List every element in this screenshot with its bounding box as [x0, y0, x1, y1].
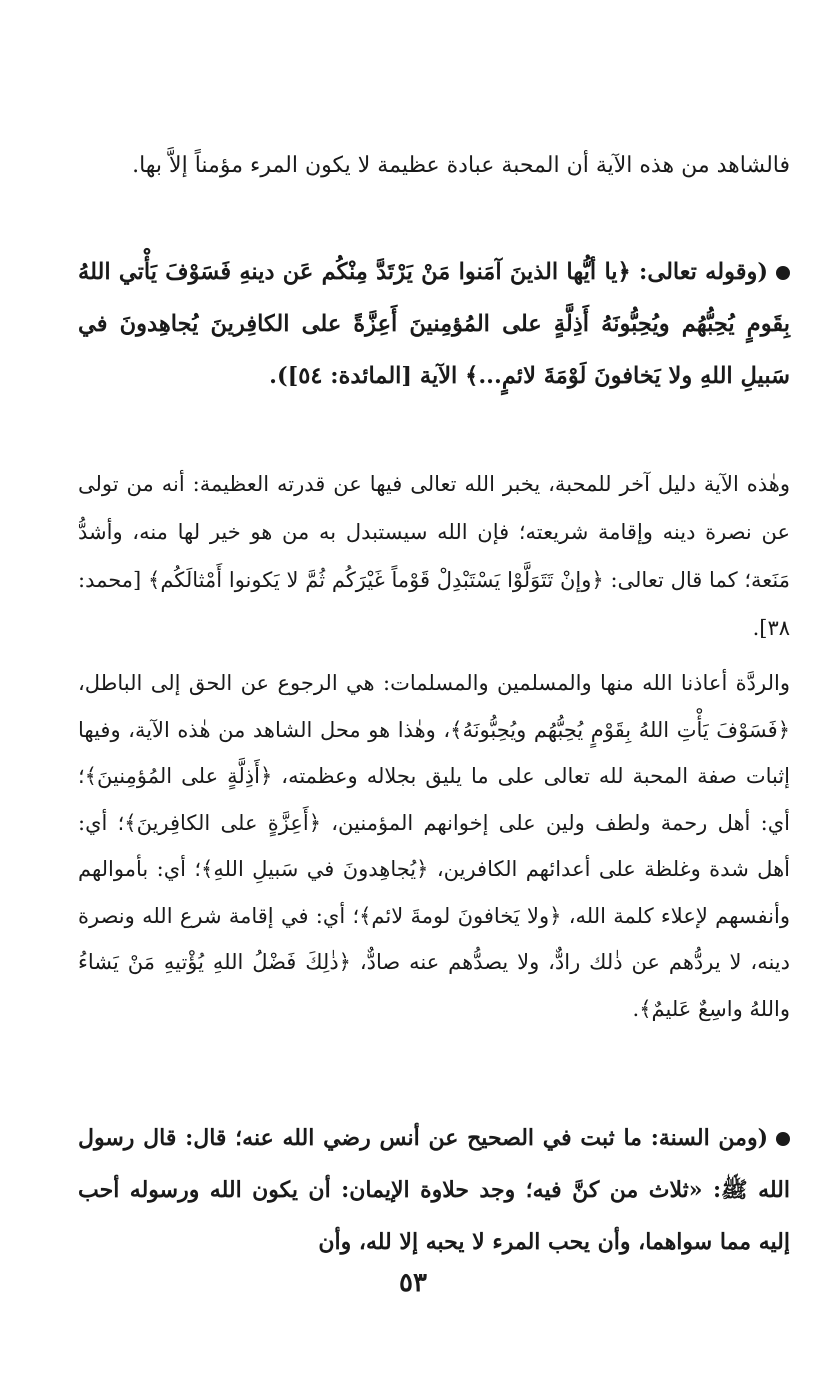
- bullet-icon: [776, 1132, 790, 1146]
- paragraph-text: وهٰذه الآية دليل آخر للمحبة، يخبر الله تعالى فيها عن قدرته العظيمة: أنه من تولى عن نصرة دينه وإقامة شريعته؛ فإن الله سيستبدل به من هو خير لها منه، وأشدُّ مَنَعة؛ كما قال تعالى: ﴿وإنْ تَتَوَلَّوْا يَسْتَبْدِلْ قَوْماً غَيْرَكُم ثُمَّ لا يَكونوا أَمْثالَكُم﴾ [محمد: ٣٨].: [78, 472, 791, 640]
- paragraph-text: فالشاهد من هذه الآية أن المحبة عبادة عظيمة لا يكون المرء مؤمناً إلاَّ بها.: [132, 153, 790, 178]
- paragraph-quran-verse: [78, 246, 790, 402]
- page-number: ٥٣: [399, 1268, 427, 1298]
- paragraph-apostasy: [78, 660, 790, 1032]
- paragraph-explanation: [78, 460, 790, 652]
- paragraph-conclusion: [78, 138, 790, 193]
- paragraph-text: (ومن السنة: ما ثبت في الصحيح عن أنس رضي الله عنه؛ قال: قال رسول الله ﷺ: «ثلاث من كنَّ فيه؛ وجد حلاوة الإيمان: أن يكون الله ورسوله أحب إليه مما سواهما، وأن يحب المرء لا يحبه إلا لله، وأن: [78, 1125, 790, 1255]
- paragraph-text: والردَّة أعاذنا الله منها والمسلمين والمسلمات: هي الرجوع عن الحق إلى الباطل، ﴿فَسَوْفَ يَأْتِ اللهُ بِقَوْمٍ يُحِبُّهُم ويُحِبُّونَهُ﴾، وهٰذا هو محل الشاهد من هٰذه الآية، وفيها إثبات صفة المحبة لله تعالى على ما يليق بجلاله وعظمته، ﴿أَذِلَّةٍ على المُؤمِنينَ﴾؛ أي: أهل رحمة ولطف ولين على إخوانهم المؤمنين، ﴿أَعِزَّةٍ على الكافِرينَ﴾؛ أي: أهل شدة وغلظة على أعدائهم الكافرين، ﴿يُجاهِدونَ في سَبيلِ اللهِ﴾؛ أي: بأموالهم وأنفسهم لإعلاء كلمة الله، ﴿ولا يَخافونَ لومةَ لائم﴾؛ أي: في إقامة شرع الله ونصرة دينه، لا يردُّهم عن ذٰلك رادٌّ، ولا يصدُّهم عنه صادٌّ، ﴿ذٰلِكَ فَضْلُ اللهِ يُؤْتيهِ مَنْ يَشاءُ واللهُ واسِعٌ عَليمٌ﴾.: [78, 671, 790, 1021]
- paragraph-text: (وقوله تعالى: ﴿يا أيُّها الذينَ آمَنوا مَنْ يَرْتَدَّ مِنْكُم عَن دينهِ فَسَوْفَ يَأْتي اللهُ بِقَومٍ يُحِبُّهُم ويُحِبُّونَهُ أَذِلَّةٍ على المُؤمِنينَ أَعِزَّةً على الكافِرينَ يُجاهِدونَ في سَبيلِ اللهِ ولا يَخافونَ لَوْمَةَ لائمٍ...﴾ الآية [المائدة: ٥٤]).: [78, 259, 790, 389]
- paragraph-sunnah: [78, 1112, 790, 1268]
- bullet-icon: [776, 266, 790, 280]
